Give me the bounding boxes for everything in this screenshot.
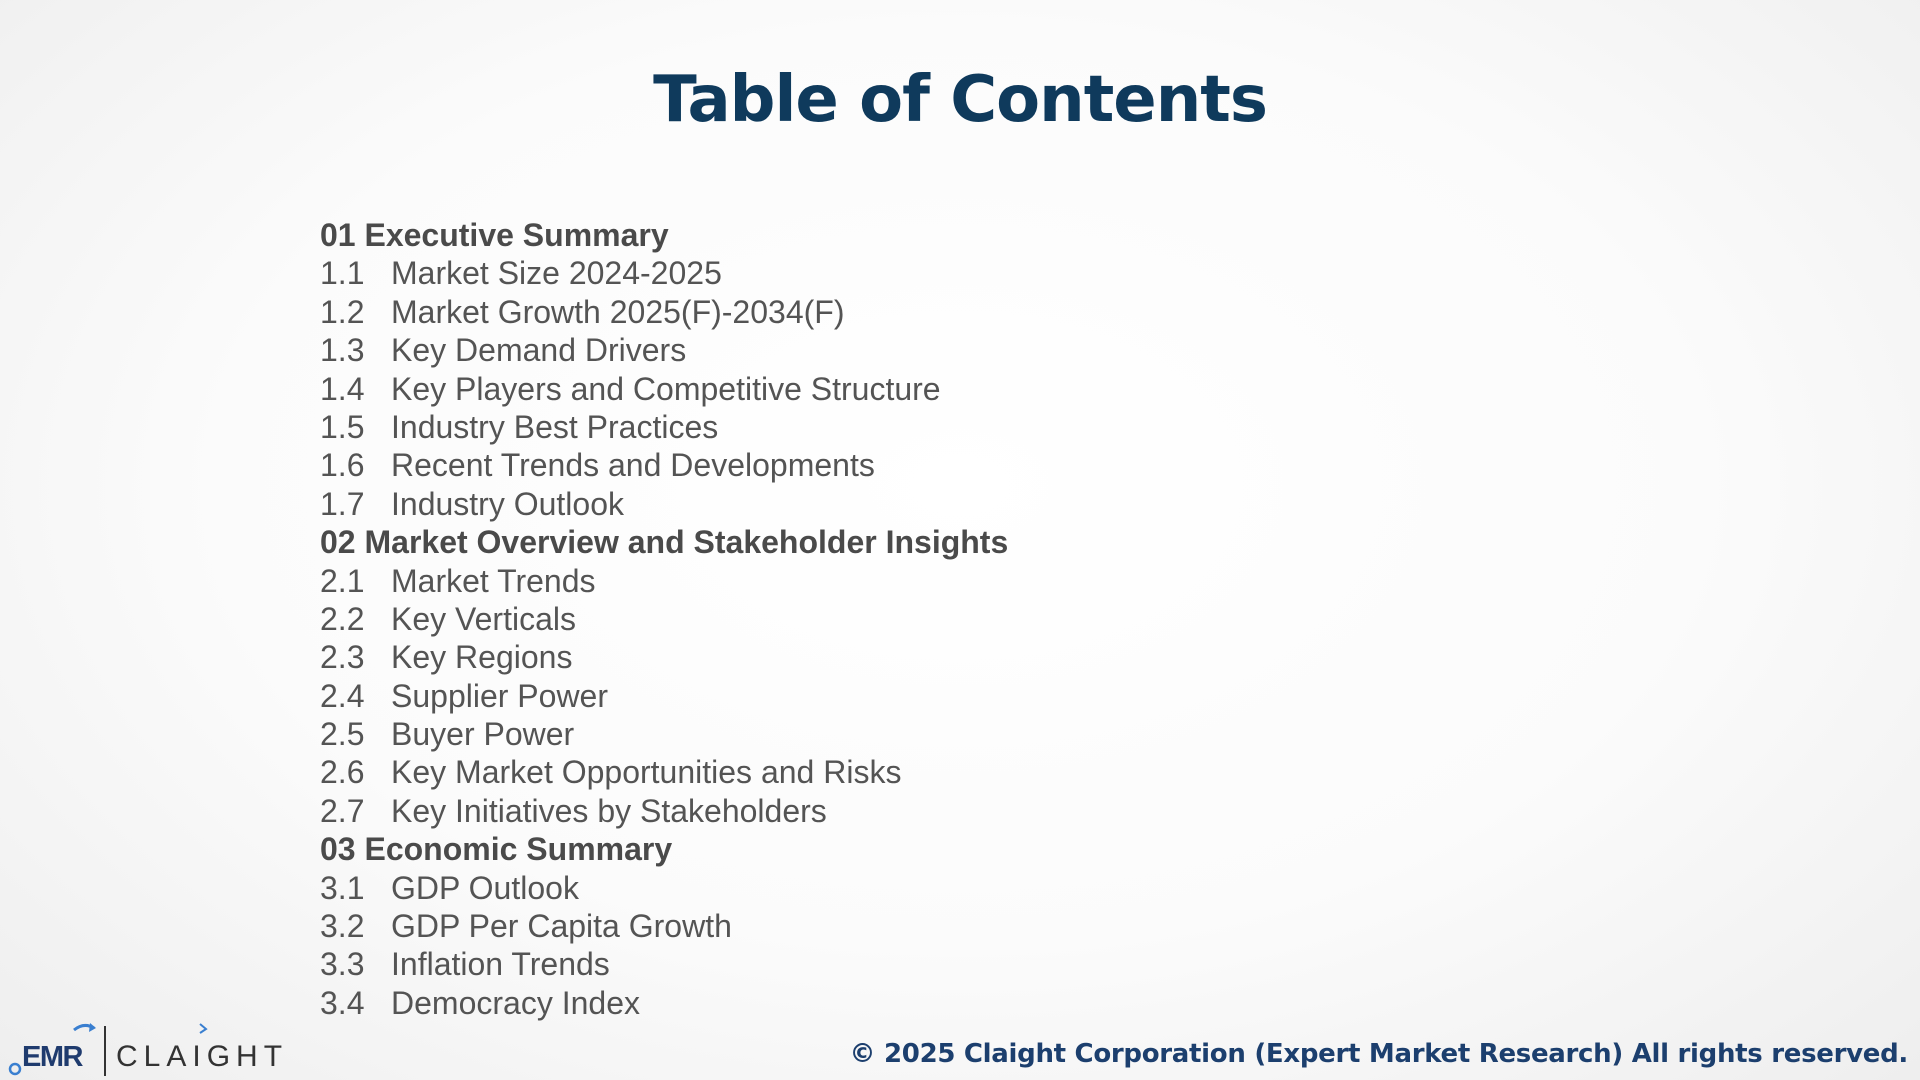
toc-item xyxy=(320,715,1420,753)
toc-item-label: Industry Outlook xyxy=(391,485,624,522)
toc-item-number: 1.5 xyxy=(320,408,365,445)
toc-item xyxy=(320,677,1420,715)
toc-item xyxy=(320,753,1420,791)
toc-item xyxy=(320,446,1420,484)
table-of-contents xyxy=(320,216,1420,1022)
toc-item-number: 1.6 xyxy=(320,447,365,484)
toc-item-label: Key Verticals xyxy=(391,600,576,637)
toc-item-number: 1.7 xyxy=(320,485,365,522)
toc-item-number: 2.5 xyxy=(320,716,365,753)
toc-item-label: Recent Trends and Developments xyxy=(391,447,875,484)
toc-section-heading: 01 Executive Summary xyxy=(320,217,669,253)
toc-item-number: 1.2 xyxy=(320,293,365,330)
toc-item-label: Key Regions xyxy=(391,639,573,676)
toc-item-number: 2.1 xyxy=(320,562,365,599)
toc-item xyxy=(320,907,1420,945)
toc-item xyxy=(320,293,1420,331)
logo-accent-circle-icon xyxy=(10,1064,20,1074)
toc-item-number: 1.1 xyxy=(320,255,365,292)
toc-item xyxy=(320,984,1420,1022)
toc-item-label: Key Initiatives by Stakeholders xyxy=(391,792,827,829)
toc-item xyxy=(320,869,1420,907)
toc-item-number: 2.7 xyxy=(320,792,365,829)
toc-item-number: 3.1 xyxy=(320,869,365,906)
toc-item xyxy=(320,945,1420,983)
toc-item-label: GDP Outlook xyxy=(391,869,579,906)
toc-item-label: Market Growth 2025(F)-2034(F) xyxy=(391,293,845,330)
logo-arrow-icon xyxy=(89,1023,96,1032)
copyright-notice: © 2025 Claight Corporation (Expert Market Research) All rights reserved. xyxy=(849,1039,1908,1069)
toc-item-number: 2.6 xyxy=(320,754,365,791)
toc-item-label: Market Trends xyxy=(391,562,596,599)
toc-item xyxy=(320,331,1420,369)
toc-item-label: Key Demand Drivers xyxy=(391,332,687,369)
toc-item xyxy=(320,638,1420,676)
toc-item-label: Supplier Power xyxy=(391,677,608,714)
logo-emr-text: EMR xyxy=(22,1041,82,1073)
toc-item-label: Democracy Index xyxy=(391,984,640,1021)
logo-claight-accent-icon xyxy=(200,1024,206,1033)
toc-item xyxy=(320,600,1420,638)
toc-section-heading: 03 Economic Summary xyxy=(320,831,673,868)
toc-item xyxy=(320,485,1420,523)
toc-item xyxy=(320,792,1420,830)
toc-item-label: GDP Per Capita Growth xyxy=(391,908,732,945)
toc-item-label: Market Size 2024-2025 xyxy=(391,255,722,292)
toc-item-label: Key Market Opportunities and Risks xyxy=(391,754,902,791)
toc-item-number: 3.4 xyxy=(320,984,365,1021)
toc-item-number: 3.3 xyxy=(320,946,365,983)
toc-item-number: 2.4 xyxy=(320,677,365,714)
toc-item xyxy=(320,562,1420,600)
toc-item-label: Inflation Trends xyxy=(391,946,610,983)
toc-item-number: 1.4 xyxy=(320,370,365,407)
logo-claight-text: CLAIGHT xyxy=(116,1040,289,1073)
toc-item-number: 2.2 xyxy=(320,600,365,637)
toc-item-number: 3.2 xyxy=(320,908,365,945)
toc-item-number: 1.3 xyxy=(320,332,365,369)
toc-item-label: Key Players and Competitive Structure xyxy=(391,370,941,407)
emr-claight-logo xyxy=(8,1018,298,1080)
toc-item-label: Buyer Power xyxy=(391,716,575,753)
toc-item-label: Industry Best Practices xyxy=(391,408,719,445)
page-title: Table of Contents xyxy=(653,63,1267,137)
toc-item-number: 2.3 xyxy=(320,639,365,676)
toc-section-heading: 02 Market Overview and Stakeholder Insights xyxy=(320,524,1009,561)
toc-item xyxy=(320,254,1420,292)
toc-item xyxy=(320,408,1420,446)
toc-item xyxy=(320,370,1420,408)
